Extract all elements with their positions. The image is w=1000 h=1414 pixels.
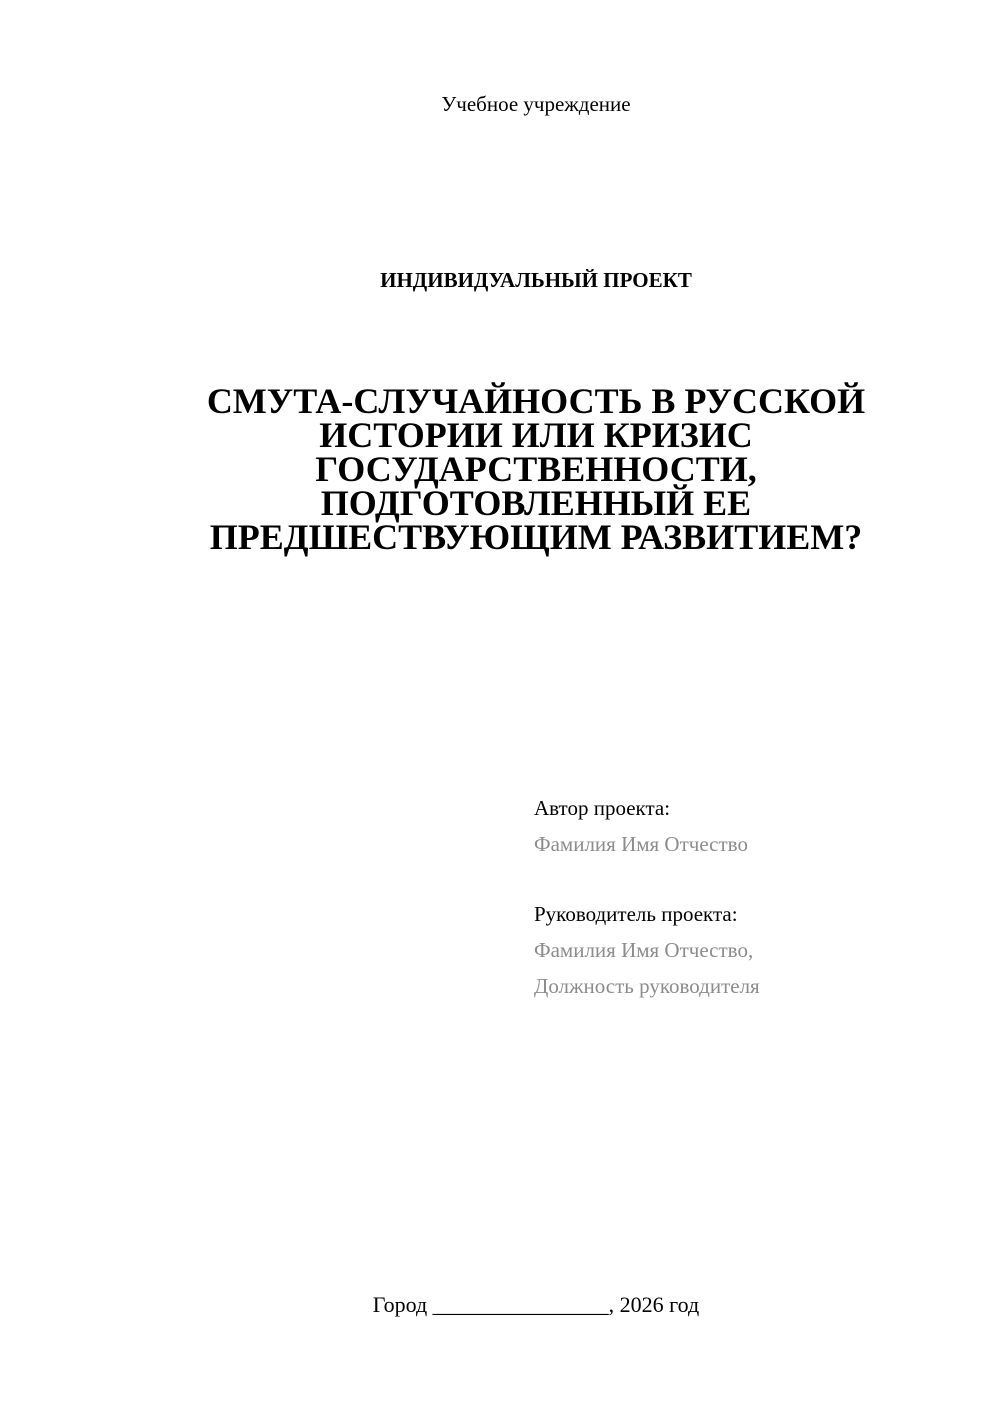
title-line: СМУТА-СЛУЧАЙНОСТЬ В РУССКОЙ: [206, 381, 866, 421]
city-year-line: Город ________________, 2026 год: [372, 1292, 700, 1317]
document-type: ИНДИВИДУАЛЬНЫЙ ПРОЕКТ: [380, 268, 692, 292]
spacer: [534, 862, 974, 896]
title-line: ГОСУДАРСТВЕННОСТИ,: [315, 449, 757, 489]
project-title: [150, 381, 922, 557]
author-label: Автор проекта:: [534, 796, 671, 820]
title-line: ИСТОРИИ ИЛИ КРИЗИС: [319, 415, 753, 455]
supervisor-name: Фамилия Имя Отчество,: [534, 938, 754, 962]
authors-block: [534, 790, 974, 1004]
author-name: Фамилия Имя Отчество: [534, 832, 748, 856]
supervisor-position: Должность руководителя: [534, 974, 760, 998]
institution-name: Учебное учреждение: [441, 92, 631, 116]
title-line: ПОДГОТОВЛЕННЫЙ ЕЕ: [320, 483, 752, 523]
supervisor-label: Руководитель проекта:: [534, 902, 738, 926]
title-line: ПРЕДШЕСТВУЮЩИМ РАЗВИТИЕМ?: [209, 517, 863, 557]
